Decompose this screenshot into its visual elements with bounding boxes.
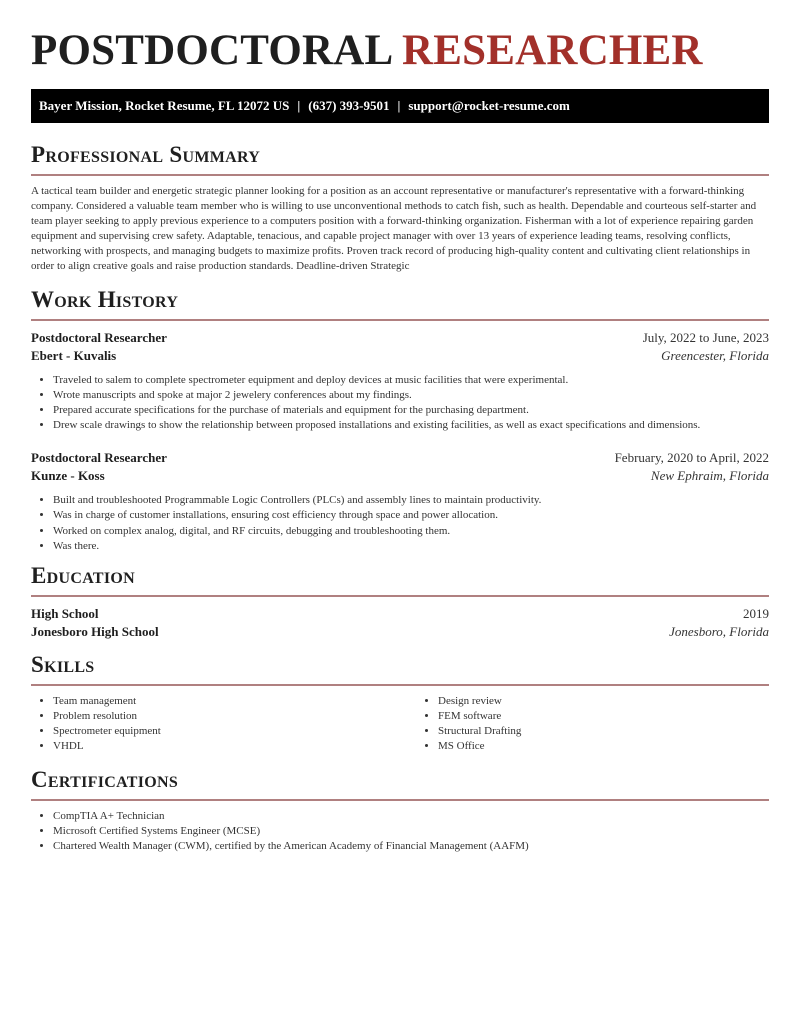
section-certifications [31,766,769,854]
list-item: • Was there. [53,539,769,554]
job-dates: July, 2022 to June, 2023 [642,330,769,345]
skills-column-1 [31,694,416,754]
job-entry [31,449,769,553]
section-divider [31,319,769,321]
job-company: Ebert - Kuvalis [31,348,117,363]
job-company-row [31,467,769,485]
job-location: Greencester, Florida [661,348,769,363]
skill-item: • FEM software [438,709,800,724]
summary-text: A tactical team builder and energetic strategic planner looking for a position as an account representative or manufacturer's representative with a forward-thinking company. Considered a valuable team member who is willing to use unconventional methods to catch fish, such as health. Dependable and courteous self-starter and team player seeking to apply previous experience to a computers position with a forward-thinking organization. Fisherman with a lot of experience repairing garden equipment and supervising crew safety. Adaptable, tenacious, and capable project manager with over 13 years of experience leading teams, resolving conflicts, networking with prospects, and managing budgets to maximize profits. Proven track record of producing high-quality content and cultivating client relationships in order to align creative goals and raise production standards. Deadline-driven Strategic [31,185,757,273]
skill-item: • Structural Drafting [438,724,800,739]
job-header-row [31,329,769,347]
education-entry [31,605,769,641]
contact-separator: | [397,98,401,113]
section-skills [31,651,769,754]
skills-column-2 [416,694,800,754]
certifications-list [31,809,769,854]
certification-item: • Chartered Wealth Manager (CWM), certified by the American Academy of Financial Management (AAFM) [53,839,769,854]
skill-item: • Spectrometer equipment [53,724,416,739]
resume-title [31,27,769,75]
section-professional-summary [31,141,769,275]
section-divider [31,684,769,686]
education-degree-row [31,605,769,623]
list-item: • Prepared accurate specifications for the purchase of materials and equipment for the purchasing department. [53,403,769,418]
section-education [31,562,769,641]
section-divider [31,174,769,176]
section-heading: Education [31,563,135,588]
contact-separator: | [297,98,301,113]
list-item: • Built and troubleshooted Programmable Logic Controllers (PLCs) and assembly lines to maintain productivity. [53,493,769,508]
job-location: New Ephraim, Florida [650,468,769,484]
section-divider [31,595,769,597]
education-degree: High School [31,606,99,621]
certification-item: • CompTIA A+ Technician [53,809,769,824]
section-heading: Professional Summary [31,142,261,167]
section-heading: Certifications [31,767,179,792]
list-item: • Traveled to salem to complete spectrometer equipment and deploy devices at music facilities that were experimental. [53,373,769,388]
certification-item: • Microsoft Certified Systems Engineer (MCSE) [53,824,769,839]
title-role-accent: RESEARCHER [401,27,703,74]
skill-item: • VHDL [53,739,416,754]
title-role: POSTDOCTORAL [31,27,392,74]
section-heading: Skills [31,652,95,677]
section-divider [31,799,769,801]
list-item: • Was in charge of customer installations, ensuring cost efficiency through space and power allocation. [53,508,769,523]
job-entry [31,329,769,433]
job-title: Postdoctoral Researcher [31,450,167,466]
skills-grid [31,694,769,754]
skill-item: • Problem resolution [53,709,416,724]
section-heading: Work History [31,287,179,312]
contact-email[interactable]: support@rocket-resume.com [408,98,570,113]
job-company: Kunze - Koss [31,468,105,484]
job-bullets [31,493,769,553]
skill-item: • Team management [53,694,416,709]
job-header-row [31,449,769,467]
contact-phone[interactable]: (637) 393-9501 [308,98,390,113]
section-work-history [31,286,769,554]
job-company-row [31,347,769,365]
job-bullets [31,373,769,433]
contact-address: Bayer Mission, Rocket Resume, FL 12072 US [39,98,290,113]
education-school-row [31,623,769,641]
skill-item: • MS Office [438,739,800,754]
education-school: Jonesboro High School [31,624,159,639]
list-item: • Wrote manuscripts and spoke at major 2 jewelery conferences about my findings. [53,388,769,403]
list-item: • Worked on complex analog, digital, and RF circuits, debugging and troubleshooting them. [53,524,769,539]
job-title: Postdoctoral Researcher [31,330,167,345]
resume-page [31,0,769,853]
job-dates: February, 2020 to April, 2022 [614,450,769,466]
skill-item: • Design review [438,694,800,709]
contact-bar [31,89,769,123]
education-year: 2019 [743,606,769,621]
list-item: • Drew scale drawings to show the relationship between proposed installations and existing facilities, as well as exact specifications and dimensions. [53,418,769,433]
education-location: Jonesboro, Florida [669,624,769,639]
